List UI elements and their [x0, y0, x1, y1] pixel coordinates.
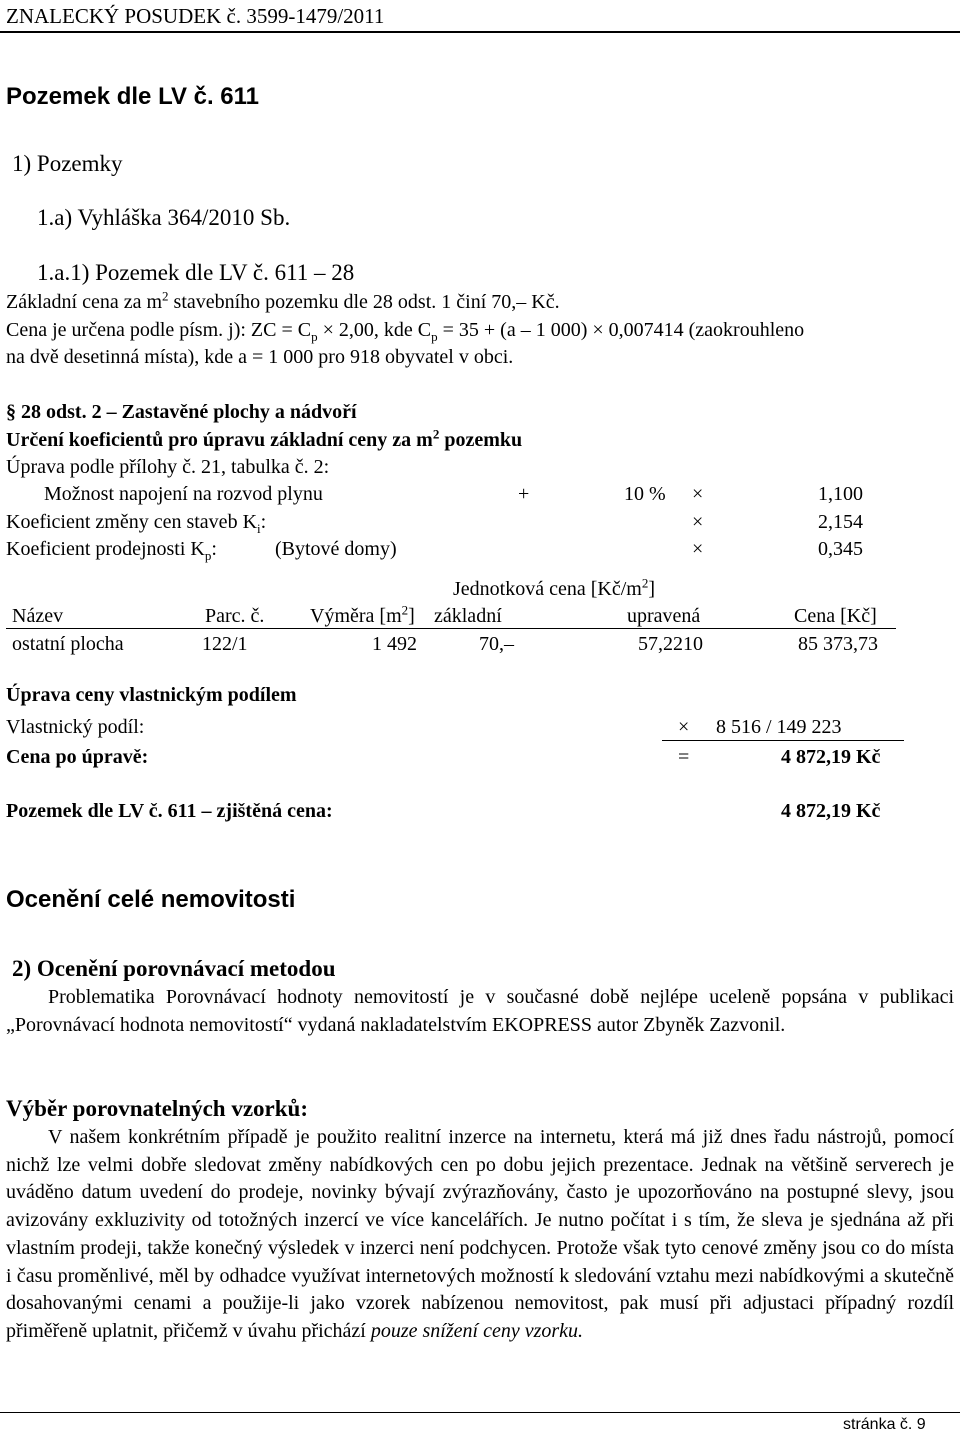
heading-pozemky: 1) Pozemky — [12, 151, 123, 176]
coef-ki-value: 2,154 — [818, 511, 863, 533]
table-group-header: Jednotková cena $[Kč/m^2]$ — [453, 575, 655, 600]
section-title: Pozemek dle LV č. 611 — [6, 83, 260, 110]
ownership-share-op: × — [678, 716, 690, 738]
table-cell-area: 1 492 — [372, 633, 417, 655]
table-cell-base: 70,– — [479, 633, 514, 655]
ownership-heading: Úprava ceny vlastnickým podílem — [6, 684, 297, 706]
col-header-name: Název — [12, 605, 64, 627]
coef-kp-extra: (Bytové domy) — [275, 538, 397, 560]
col-header-adj: upravená — [627, 605, 701, 627]
table-cell-parc: 122/1 — [202, 633, 248, 655]
result-label: Pozemek dle LV č. 611 – zjištěná cena: — [6, 800, 333, 822]
heading-vyhlaska: 1.a) Vyhláška 364/2010 Sb. — [37, 205, 291, 230]
coef-gas-label: Možnost napojení na rozvod plynu — [44, 483, 323, 505]
coef-gas-pct: 10 % — [624, 483, 666, 505]
ownership-price-value: 4 872,19 Kč — [781, 746, 881, 768]
coef-ki-mult: × — [692, 511, 704, 533]
coef-kp-label: Koeficient prodejnosti $K_p$: — [6, 538, 217, 563]
ownership-rule — [662, 740, 904, 741]
header-rule — [0, 31, 960, 33]
table-header-rule — [6, 628, 896, 629]
coef-gas-value: 1,100 — [818, 483, 863, 505]
heading-pozemek-lv: 1.a.1) Pozemek dle LV č. 611 – 28 — [37, 260, 355, 285]
ownership-share-label: Vlastnický podíl: — [6, 716, 145, 738]
ownership-price-label: Cena po úpravě: — [6, 746, 149, 768]
coef-ki-label: Koeficient změny cen staveb $K_i$: — [6, 511, 267, 536]
base-price-line1: Základní cena za $m^2$ stavebního pozemku dle 28 odst. 1 činí 70,– Kč. — [6, 288, 560, 313]
coef-kp-value: 0,345 — [818, 538, 863, 560]
table-cell-name: ostatní plocha — [12, 633, 124, 655]
table-cell-adj: 57,2210 — [638, 633, 703, 655]
samples-heading: Výběr porovnatelných vzorků: — [6, 1096, 308, 1121]
section2-title: Ocenění celé nemovitosti — [6, 886, 296, 913]
base-price-line3: na dvě desetinná místa), kde a = 1 000 pro 918 obyvatel v obci. — [6, 346, 514, 368]
col-header-base: základní — [434, 605, 502, 627]
col-header-price: Cena [Kč] — [794, 605, 877, 627]
samples-paragraph: V našem konkrétním případě je použito realitní inzerce na internetu, která má již dnes řadu nástrojů, pomocí nichž lze velmi dobře sledovat změny nabídkových cen po dobu jejich prezentace. Jednak na většině serverech je uváděno datum uvedení do prodeje, novinky bývají zvýrazňovány, často je upozorňováno na postupné slevy, jsou avizovány exkluzivity od totožných inzercí ve více kancelářích. Je nutno počítat i s tím, že sleva je sjednána až při vlastním prodeji, takže konečný výsledek v inzerci není podchycen. Protože však tyto cenové změny jsou co do místa i času proměnlivé, měl by odhadce využívat internetových možností k sledování vztahu mezi nabídkovými a skutečně dosahovanými cenami a použije-li jako vzorek nabízenou nemovitost, pak musí při adjustaci případný rozdíl přiměřeně uplatnit, přičemž v úvahu přichází pouze snížení ceny vzorku. — [6, 1126, 954, 1342]
ownership-price-op: = — [678, 746, 690, 768]
base-price-line2: Cena je určena podle písm. j): ZC = $C_p \times 2,00$, kde $C_p = 35 + (a - 1$ 000) × 0,007414 (zaokrouhleno — [6, 319, 805, 344]
coef-gas-op: + — [518, 483, 530, 505]
document-header: ZNALECKÝ POSUDEK č. 3599-1479/2011 — [6, 4, 385, 28]
coef-kp-mult: × — [692, 538, 704, 560]
col-header-parc: Parc. č. — [205, 605, 265, 627]
page-number: stránka č. 9 — [843, 1416, 926, 1433]
coef-heading: Určení koeficientů pro úpravu základní ceny za $m^2$ pozemku — [6, 426, 523, 451]
col-header-area: Výměra $[m^2]$ — [310, 602, 415, 627]
method-heading: 2) Ocenění porovnávací metodou — [12, 956, 336, 981]
coef-gas-mult: × — [692, 483, 704, 505]
ownership-share-value: 8 516 / 149 223 — [716, 716, 842, 738]
footer-rule — [0, 1412, 960, 1413]
odst-heading: § 28 odst. 2 – Zastavěné plochy a nádvoří — [6, 401, 357, 423]
result-value: 4 872,19 Kč — [781, 800, 881, 822]
table-cell-price: 85 373,73 — [798, 633, 878, 655]
method-paragraph: Problematika Porovnávací hodnoty nemovitostí je v současné době nejlépe uceleně popsána v publikaci „Porovnávací hodnota nemovitostí“ vydaná nakladatelstvím EKOPRESS autor Zbyněk Zazvonil. — [6, 986, 954, 1036]
adjust-ref: Úprava podle přílohy č. 21, tabulka č. 2: — [6, 456, 330, 478]
